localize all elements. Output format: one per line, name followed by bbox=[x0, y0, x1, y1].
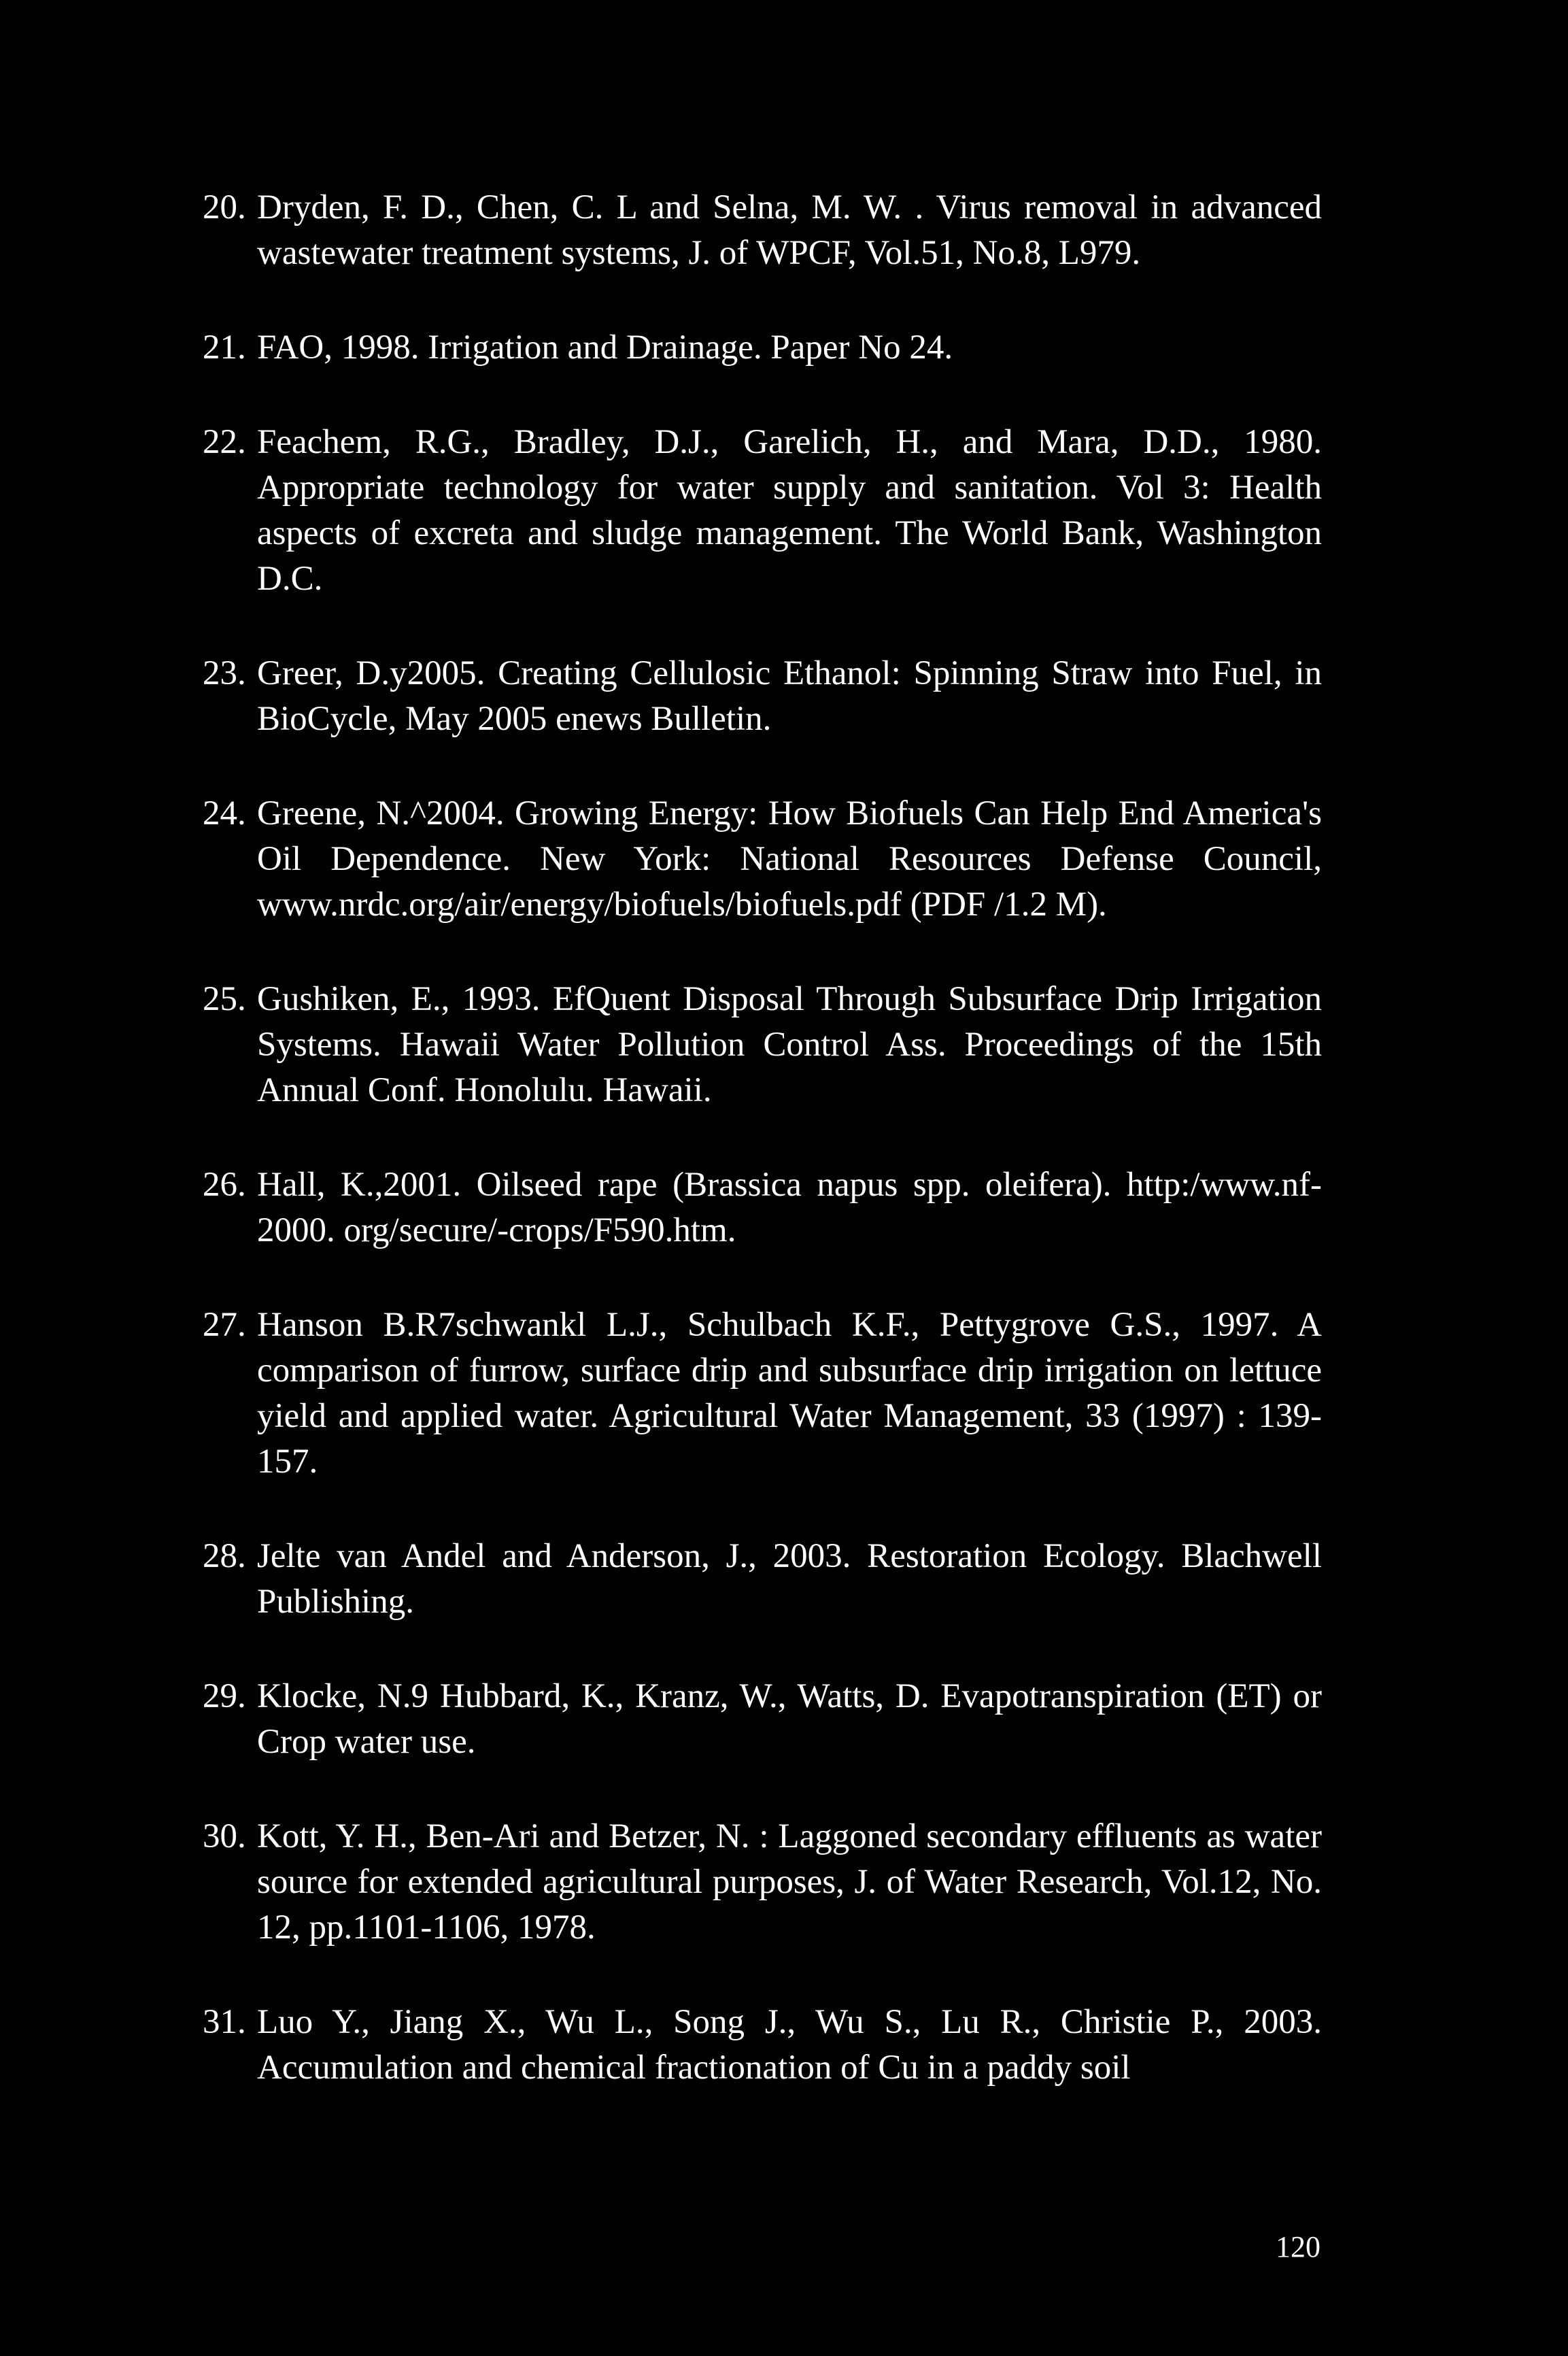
reference-item bbox=[203, 185, 1322, 276]
reference-number: 27. bbox=[203, 1306, 246, 1344]
reference-item bbox=[203, 1534, 1322, 1625]
reference-item bbox=[203, 420, 1322, 602]
reference-text: Jelte van Andel and Anderson, J., 2003. Restoration Ecology. Blachwell Publishing. bbox=[257, 1537, 1322, 1621]
reference-number: 22. bbox=[203, 423, 246, 461]
reference-number: 21. bbox=[203, 329, 246, 367]
reference-number: 25. bbox=[203, 980, 246, 1018]
reference-text: Hanson B.R7schwankl L.J., Schulbach K.F., Pettygrove G.S., 1997. A comparison of furrow, surface drip and subsurface drip irrigation on lettuce yield and applied water. Agricultural Water Management, 33 (1997) : 139-157. bbox=[257, 1306, 1322, 1481]
reference-item bbox=[203, 651, 1322, 742]
reference-number: 24. bbox=[203, 794, 246, 832]
reference-number: 26. bbox=[203, 1166, 246, 1204]
reference-item bbox=[203, 1162, 1322, 1253]
reference-item bbox=[203, 325, 1322, 371]
reference-number: 30. bbox=[203, 1817, 246, 1855]
reference-text: Greer, D.y2005. Creating Cellulosic Ethanol: Spinning Straw into Fuel, in BioCycle, May 2005 enews Bulletin. bbox=[257, 654, 1322, 738]
reference-text: Dryden, F. D., Chen, C. L and Selna, M. W. . Virus removal in advanced wastewater treatment systems, J. of WPCF, Vol.51, No.8, L979. bbox=[257, 188, 1322, 272]
reference-text: Hall, K.,2001. Oilseed rape (Brassica napus spp. oleifera). http:/www.nf-2000. org/secure/-crops/F590.htm. bbox=[257, 1166, 1322, 1249]
reference-text: FAO, 1998. Irrigation and Drainage. Paper No 24. bbox=[257, 329, 953, 367]
reference-number: 23. bbox=[203, 654, 246, 692]
reference-number: 28. bbox=[203, 1537, 246, 1575]
reference-text: Klocke, N.9 Hubbard, K., Kranz, W., Watts, D. Evapotranspiration (ET) or Crop water use. bbox=[257, 1677, 1322, 1761]
reference-text: Gushiken, E., 1993. EfQuent Disposal Through Subsurface Drip Irrigation Systems. Hawaii Water Pollution Control Ass. Proceedings of the 15th Annual Conf. Honolulu. Hawaii. bbox=[257, 980, 1322, 1109]
reference-number: 29. bbox=[203, 1677, 246, 1715]
reference-item bbox=[203, 1674, 1322, 1765]
reference-list bbox=[203, 185, 1322, 2140]
reference-number: 31. bbox=[203, 2003, 246, 2041]
reference-text: Greene, N.^2004. Growing Energy: How Biofuels Can Help End America's Oil Dependence. New York: National Resources Defense Council, www.nrdc.org/air/energy/biofuels/biofuels.pdf (PDF /1.2 M). bbox=[257, 794, 1322, 924]
reference-text: Luo Y., Jiang X., Wu L., Song J., Wu S., Lu R., Christie P., 2003. Accumulation and chemical fractionation of Cu in a paddy soil bbox=[257, 2003, 1322, 2087]
reference-item bbox=[203, 1814, 1322, 1951]
reference-number: 20. bbox=[203, 188, 246, 226]
reference-item bbox=[203, 1302, 1322, 1485]
reference-text: Feachem, R.G., Bradley, D.J., Garelich, H., and Mara, D.D., 1980. Appropriate technology for water supply and sanitation. Vol 3: Health aspects of excreta and sludge management. The World Bank, Washington D.C. bbox=[257, 423, 1322, 598]
reference-text: Kott, Y. H., Ben-Ari and Betzer, N. : Laggoned secondary effluents as water source for extended agricultural purposes, J. of Water Research, Vol.12, No. 12, pp.1101-1106, 1978. bbox=[257, 1817, 1322, 1947]
reference-item bbox=[203, 791, 1322, 928]
reference-item bbox=[203, 977, 1322, 1113]
reference-item bbox=[203, 2000, 1322, 2091]
page-number: 120 bbox=[1276, 2230, 1320, 2264]
